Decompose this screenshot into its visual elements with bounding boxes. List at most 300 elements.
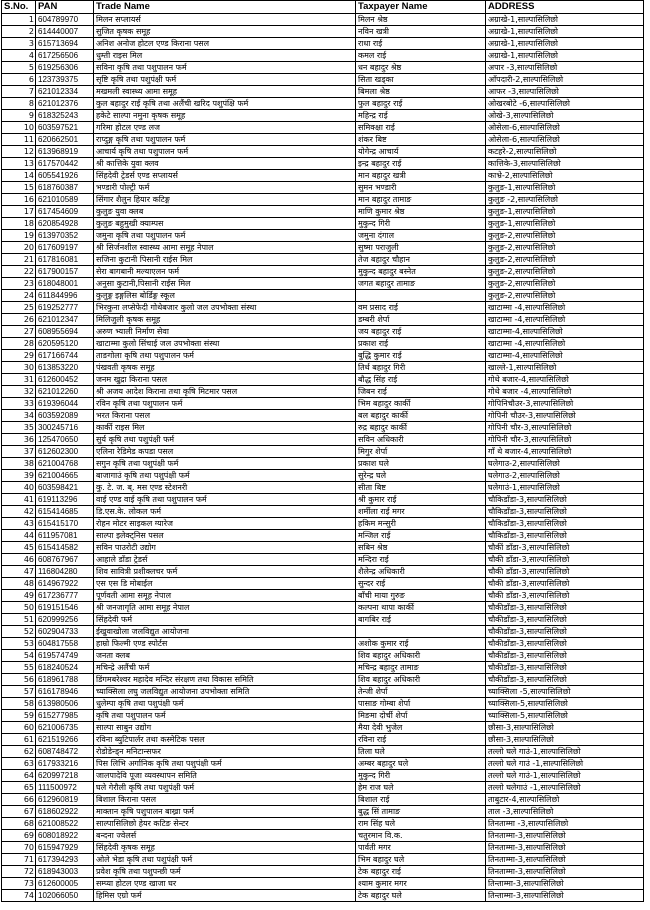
table-row xyxy=(2,506,644,518)
table-row xyxy=(2,62,644,74)
cell-trade-name: च्याक्सिला लघु जलविद्युत आयोजना उपभोक्ता समिति xyxy=(94,686,356,698)
cell-taxpayer-name: शिव बहादुर अधिकारी xyxy=(356,650,486,662)
cell-address: कुलुङ-2,साल्पासिलिछो xyxy=(486,266,644,278)
cell-sno: 65 xyxy=(2,782,36,794)
cell-taxpayer-name: मिङमा दोर्ची शेर्पा xyxy=(356,710,486,722)
cell-pan: 615713694 xyxy=(36,38,94,50)
cell-taxpayer-name: रुद्र बहादुर कार्की xyxy=(356,422,486,434)
cell-pan: 618760387 xyxy=(36,182,94,194)
cell-taxpayer-name xyxy=(356,626,486,638)
cell-address: चौकिडाँडा-3,साल्पासिलिछो xyxy=(486,530,644,542)
cell-taxpayer-name: सुमन भण्डारी xyxy=(356,182,486,194)
table-row xyxy=(2,698,644,710)
cell-taxpayer-name: महिन्द्र राई xyxy=(356,110,486,122)
table-row xyxy=(2,338,644,350)
cell-pan: 619113296 xyxy=(36,494,94,506)
cell-trade-name: कार्की राइस मिल xyxy=(94,422,356,434)
cell-address: खाटाम्मा -4,साल्पासिलिछो xyxy=(486,338,644,350)
cell-sno: 31 xyxy=(2,374,36,386)
cell-pan: 615947929 xyxy=(36,842,94,854)
cell-trade-name: हिमिस एग्रो फर्म xyxy=(94,890,356,902)
cell-trade-name: मखमली स्वास्थ्य आमा समूह xyxy=(94,86,356,98)
cell-sno: 28 xyxy=(2,338,36,350)
cell-pan: 617609197 xyxy=(36,242,94,254)
cell-address: कुलुङ-1,साल्पासिलिछो xyxy=(486,206,644,218)
cell-address: चौकीडाँडा-3,साल्पासिलिछो xyxy=(486,662,644,674)
cell-address: अपार -3,साल्पासिलिछो xyxy=(486,62,644,74)
cell-pan: 617933216 xyxy=(36,758,94,770)
cell-taxpayer-name: जिबन राई xyxy=(356,386,486,398)
cell-sno: 40 xyxy=(2,482,36,494)
cell-address: गोपिनी चौर-3,साल्पासिलिछो xyxy=(486,434,644,446)
cell-taxpayer-name: जमुना दंगाल xyxy=(356,230,486,242)
cell-taxpayer-name: अम्बर बहादुर घले xyxy=(356,758,486,770)
taxpayer-table xyxy=(1,0,644,902)
cell-trade-name: डि.एस.के. लोकल फर्म xyxy=(94,506,356,518)
table-row xyxy=(2,650,644,662)
cell-trade-name: घले गेरौली कृषि तथा पशुपंक्षी फर्म xyxy=(94,782,356,794)
cell-pan: 603597521 xyxy=(36,122,94,134)
cell-taxpayer-name: कल्पना थापा कार्की xyxy=(356,602,486,614)
cell-taxpayer-name: अशोक कुमार राई xyxy=(356,638,486,650)
cell-taxpayer-name: बुद्धि कुमार राई xyxy=(356,350,486,362)
table-row xyxy=(2,626,644,638)
table-row xyxy=(2,686,644,698)
cell-address: अग्राखे-1,साल्पासिलिछो xyxy=(486,50,644,62)
cell-trade-name: कुल बहादुर राई कृषि तथा अलैंची खरिद पशुपंक्षि फर्म xyxy=(94,98,356,110)
cell-trade-name: भरत किराना पसल xyxy=(94,410,356,422)
cell-taxpayer-name: पासाङ गोम्बा शेर्पा xyxy=(356,698,486,710)
cell-taxpayer-name: भिम बहादुर घले xyxy=(356,854,486,866)
cell-trade-name: श्री जनजागृति आमा समूह नेपाल xyxy=(94,602,356,614)
cell-address: च्याक्सिला-5,साल्पासिलिछो xyxy=(486,710,644,722)
cell-address: चौकीडाँडा-3,साल्पासिलिछो xyxy=(486,650,644,662)
table-row xyxy=(2,866,644,878)
cell-pan: 618325243 xyxy=(36,110,94,122)
table-row xyxy=(2,326,644,338)
cell-pan: 621012347 xyxy=(36,314,94,326)
cell-address: च्याक्सिला -5,साल्पासिलिछो xyxy=(486,686,644,698)
cell-pan: 603598421 xyxy=(36,482,94,494)
cell-pan: 618240524 xyxy=(36,662,94,674)
cell-pan: 102066050 xyxy=(36,890,94,902)
cell-taxpayer-name: जगत बहादुर तामाङ xyxy=(356,278,486,290)
table-row xyxy=(2,410,644,422)
table-row xyxy=(2,710,644,722)
cell-address: चौकीडाँडा-3,साल्पासिलिछो xyxy=(486,638,644,650)
cell-sno: 36 xyxy=(2,434,36,446)
cell-sno: 49 xyxy=(2,590,36,602)
cell-address: तिनताम्मा-3,साल्पासिलिछो xyxy=(486,830,644,842)
cell-sno: 18 xyxy=(2,218,36,230)
cell-pan: 619574749 xyxy=(36,650,94,662)
cell-trade-name: कृषि तथा पशुपालन फर्म xyxy=(94,710,356,722)
cell-pan: 300245716 xyxy=(36,422,94,434)
cell-taxpayer-name: मान बहादुर खत्री xyxy=(356,170,486,182)
table-row xyxy=(2,230,644,242)
cell-pan: 620854928 xyxy=(36,218,94,230)
cell-trade-name: भिरकुना लप्सेफेदी गोथेबजार कुलो जल उपभोक्ता संस्था xyxy=(94,302,356,314)
cell-trade-name: मचिन्द्रे अलैंची फर्म xyxy=(94,662,356,674)
cell-address: कुलुङ-1,साल्पासिलिछो xyxy=(486,182,644,194)
cell-pan: 603592089 xyxy=(36,410,94,422)
table-row xyxy=(2,362,644,374)
cell-trade-name: बिशाल किराना पसल xyxy=(94,794,356,806)
cell-address: गाँ थे बजार-4,साल्पासिलिछो xyxy=(486,446,644,458)
table-row xyxy=(2,122,644,134)
cell-taxpayer-name: नविन खत्री xyxy=(356,26,486,38)
cell-sno: 35 xyxy=(2,422,36,434)
cell-address: चौकीडाँडा-3,साल्पासिलिछो xyxy=(486,602,644,614)
cell-address: छौसा-3,साल्पासिलिछो xyxy=(486,722,644,734)
table-row xyxy=(2,830,644,842)
cell-sno: 24 xyxy=(2,290,36,302)
cell-sno: 45 xyxy=(2,542,36,554)
cell-sno: 73 xyxy=(2,878,36,890)
cell-pan: 621008522 xyxy=(36,818,94,830)
cell-sno: 2 xyxy=(2,26,36,38)
cell-trade-name: ताङगोला कृषि तथा पशुपालन फर्म xyxy=(94,350,356,362)
cell-sno: 6 xyxy=(2,74,36,86)
cell-pan: 605541926 xyxy=(36,170,94,182)
header-address: ADDRESS xyxy=(486,1,644,14)
cell-pan: 111500972 xyxy=(36,782,94,794)
table-row xyxy=(2,314,644,326)
table-row xyxy=(2,302,644,314)
cell-pan: 621012334 xyxy=(36,86,94,98)
table-row xyxy=(2,398,644,410)
table-row xyxy=(2,794,644,806)
cell-sno: 62 xyxy=(2,746,36,758)
cell-address: तिनताम्मा-3,साल्पासिलिछो xyxy=(486,842,644,854)
cell-address: चौकी डाँडा-3,साल्पासिलिछो xyxy=(486,578,644,590)
cell-address: तिन्ताम्मा-3,साल्पासिलिछो xyxy=(486,890,644,902)
cell-pan: 617166744 xyxy=(36,350,94,362)
table-row xyxy=(2,290,644,302)
table-row xyxy=(2,854,644,866)
taxpayer-sheet xyxy=(1,0,644,902)
cell-taxpayer-name: वम प्रसाद राई xyxy=(356,302,486,314)
cell-trade-name: पंखवती कृषक समूह xyxy=(94,362,356,374)
cell-pan: 620662501 xyxy=(36,134,94,146)
cell-address: गोथे बजार -4,साल्पासिलिछो xyxy=(486,386,644,398)
cell-pan: 615414685 xyxy=(36,506,94,518)
cell-taxpayer-name: रविना राई xyxy=(356,734,486,746)
cell-address: अग्राखे-1,साल्पासिलिछो xyxy=(486,26,644,38)
cell-sno: 22 xyxy=(2,266,36,278)
cell-sno: 41 xyxy=(2,494,36,506)
cell-taxpayer-name: शैलेन्द्र अधिकारी xyxy=(356,566,486,578)
cell-trade-name: ईखुवाखोला जलविद्युत आयोजना xyxy=(94,626,356,638)
cell-address: तल्लो घलेगाउं -1,साल्पासिलिछो xyxy=(486,782,644,794)
cell-trade-name: धुलेम्पा कृषि तथा पशुपंक्षी फर्म xyxy=(94,698,356,710)
cell-pan: 618048001 xyxy=(36,278,94,290)
cell-address: चौकिडाँडा-3,साल्पासिलिछो xyxy=(486,518,644,530)
table-row xyxy=(2,350,644,362)
cell-address: गोपिनी चौर-3,साल्पासिलिछो xyxy=(486,422,644,434)
cell-pan: 615414582 xyxy=(36,542,94,554)
cell-address: तिनताम्मा-3,साल्पासिलिछो xyxy=(486,866,644,878)
cell-trade-name: प्रवेश कृषि तथा पशुपन्छी फर्म xyxy=(94,866,356,878)
cell-taxpayer-name: सबिन श्रेष्ठ xyxy=(356,542,486,554)
table-row xyxy=(2,26,644,38)
cell-sno: 66 xyxy=(2,794,36,806)
cell-sno: 19 xyxy=(2,230,36,242)
cell-sno: 50 xyxy=(2,602,36,614)
cell-pan: 617570442 xyxy=(36,158,94,170)
cell-pan: 621012260 xyxy=(36,386,94,398)
cell-taxpayer-name: सीता बिष्ट xyxy=(356,482,486,494)
cell-taxpayer-name: मुकुन्द गिरी xyxy=(356,218,486,230)
cell-taxpayer-name xyxy=(356,290,486,302)
cell-pan: 608955694 xyxy=(36,326,94,338)
cell-sno: 70 xyxy=(2,842,36,854)
cell-pan: 619256306 xyxy=(36,62,94,74)
cell-address: चौकीडाँडा-3,साल्पासिलिछो xyxy=(486,674,644,686)
cell-pan: 608767967 xyxy=(36,554,94,566)
cell-pan: 621012376 xyxy=(36,98,94,110)
table-row xyxy=(2,818,644,830)
cell-trade-name: कुलुङ्ग इङ्गलिस बोर्डिङ्ग स्कूल xyxy=(94,290,356,302)
cell-address: खाल्ले-1,साल्पासिलिछो xyxy=(486,362,644,374)
cell-trade-name: राप्दुङ्ग कृषि तथा पशुपालन फर्म xyxy=(94,134,356,146)
cell-trade-name: जालपादेवि पूजा व्यवस्थापन समिति xyxy=(94,770,356,782)
cell-trade-name: सिंहदेवी फर्म xyxy=(94,614,356,626)
cell-pan: 612602300 xyxy=(36,446,94,458)
cell-sno: 53 xyxy=(2,638,36,650)
cell-pan: 619252777 xyxy=(36,302,94,314)
cell-trade-name: जनता क्लब xyxy=(94,650,356,662)
cell-taxpayer-name: बिमला श्रेष्ठ xyxy=(356,86,486,98)
cell-sno: 25 xyxy=(2,302,36,314)
cell-trade-name: रविना ब्युटिपार्लर तथा कस्मेटिक पसल xyxy=(94,734,356,746)
cell-pan: 602904733 xyxy=(36,626,94,638)
cell-taxpayer-name: श्याम कुमार मगर xyxy=(356,878,486,890)
cell-address: गोपिनी चौउर-3,साल्पासिलिछो xyxy=(486,410,644,422)
cell-pan: 604817558 xyxy=(36,638,94,650)
cell-trade-name: आहाले डाँडा ट्रेडर्स xyxy=(94,554,356,566)
table-row xyxy=(2,542,644,554)
cell-pan: 620999256 xyxy=(36,614,94,626)
cell-address: ओखरबोटे -6,साल्पासिलिछो xyxy=(486,98,644,110)
cell-trade-name: वाई एण्ड वाई कृषि तथा पशुपालन फर्म xyxy=(94,494,356,506)
cell-address: कुलुङ-2,साल्पासिलिछो xyxy=(486,230,644,242)
cell-trade-name: श्री कात्तिके युवा क्लव xyxy=(94,158,356,170)
cell-taxpayer-name: बागबिर राई xyxy=(356,614,486,626)
cell-pan: 612960819 xyxy=(36,794,94,806)
cell-trade-name: सविन पाउरोटी उद्योग xyxy=(94,542,356,554)
table-row xyxy=(2,206,644,218)
cell-taxpayer-name: प्रकाश घले xyxy=(356,458,486,470)
cell-address: खाटाम्मा-4,साल्पासिलिछो xyxy=(486,326,644,338)
cell-trade-name: सिंहदेवी ट्रेडर्स एण्ड सप्लायर्स xyxy=(94,170,356,182)
cell-taxpayer-name: तेन्जी शेर्पा xyxy=(356,686,486,698)
cell-taxpayer-name: सविन अधिकारी xyxy=(356,434,486,446)
cell-sno: 43 xyxy=(2,518,36,530)
cell-pan: 617394293 xyxy=(36,854,94,866)
cell-address: तल्लो घले गाउं-1,साल्पासिलिछो xyxy=(486,770,644,782)
cell-address: चौकीडाँडा-3,साल्पासिलिछो xyxy=(486,626,644,638)
cell-trade-name: सिंहदेवी कृषक समूह xyxy=(94,842,356,854)
cell-address: गोपिनिचौउर-3,साल्पासिलिछो xyxy=(486,398,644,410)
cell-pan: 611957081 xyxy=(36,530,94,542)
table-row xyxy=(2,482,644,494)
table-body xyxy=(2,14,644,902)
cell-sno: 38 xyxy=(2,458,36,470)
cell-sno: 44 xyxy=(2,530,36,542)
cell-pan: 608018922 xyxy=(36,830,94,842)
table-row xyxy=(2,602,644,614)
cell-trade-name: साल्पासिलिछो हेयर कटिङ सेन्टर xyxy=(94,818,356,830)
table-row xyxy=(2,74,644,86)
cell-sno: 34 xyxy=(2,410,36,422)
header-pan: PAN xyxy=(36,1,94,14)
cell-taxpayer-name: मिलन श्रेष्ठ xyxy=(356,14,486,26)
cell-taxpayer-name: समिक्क्षा राई xyxy=(356,122,486,134)
cell-taxpayer-name: कमल राई xyxy=(356,50,486,62)
cell-address: कुलुङ-1,साल्पासिलिछो xyxy=(486,218,644,230)
cell-trade-name: साल्पा इलेक्ट्निस पसल xyxy=(94,530,356,542)
cell-address: कुलुङ-2,साल्पासिलिछो xyxy=(486,254,644,266)
cell-trade-name: भण्डारी पोल्ट्री फर्म xyxy=(94,182,356,194)
cell-address: ओसेला-6,साल्पासिलिछो xyxy=(486,134,644,146)
cell-taxpayer-name: भिम बहादुर कार्की xyxy=(356,398,486,410)
cell-sno: 55 xyxy=(2,662,36,674)
cell-trade-name: अरुण भ्याली निर्माण सेवा xyxy=(94,326,356,338)
cell-sno: 26 xyxy=(2,314,36,326)
cell-address: छौसा-3,साल्पासिलिछो xyxy=(486,734,644,746)
cell-pan: 604789970 xyxy=(36,14,94,26)
cell-pan: 612600005 xyxy=(36,878,94,890)
cell-address: कुलुङ-2,साल्पासिलिछो xyxy=(486,242,644,254)
cell-taxpayer-name: फुल बहादुर राई xyxy=(356,98,486,110)
table-row xyxy=(2,110,644,122)
cell-taxpayer-name: बाँची माया गुरुङ xyxy=(356,590,486,602)
cell-taxpayer-name: मचिन्द्र बहादुर तामाङ xyxy=(356,662,486,674)
table-row xyxy=(2,782,644,794)
cell-sno: 54 xyxy=(2,650,36,662)
cell-trade-name: धुम्ती राइस मिल xyxy=(94,50,356,62)
cell-sno: 7 xyxy=(2,86,36,98)
header-trade-name: Trade Name xyxy=(94,1,356,14)
cell-address: ओखे-3,साल्पासिलिछो xyxy=(486,110,644,122)
table-row xyxy=(2,674,644,686)
cell-trade-name: श्री अजय आदेश किराना तथा कृषि मिटमार पसल xyxy=(94,386,356,398)
cell-pan: 619396044 xyxy=(36,398,94,410)
cell-taxpayer-name: शिव बहादुर अधिकारी xyxy=(356,674,486,686)
cell-pan: 123739375 xyxy=(36,74,94,86)
cell-taxpayer-name: धन बहादुर श्रेष्ठ xyxy=(356,62,486,74)
table-row xyxy=(2,770,644,782)
cell-address: तिनताम्मा-3,साल्पासिलिछो xyxy=(486,854,644,866)
cell-taxpayer-name: टेक बहादुर राई xyxy=(356,866,486,878)
cell-address: चौकिडाँडा-3,साल्पासिलिछो xyxy=(486,494,644,506)
cell-trade-name: पूर्णवती आमा समूह नेपाल xyxy=(94,590,356,602)
table-row xyxy=(2,722,644,734)
cell-sno: 5 xyxy=(2,62,36,74)
cell-sno: 27 xyxy=(2,326,36,338)
cell-pan: 611844996 xyxy=(36,290,94,302)
table-row xyxy=(2,470,644,482)
table-row xyxy=(2,746,644,758)
cell-taxpayer-name: राधा राई xyxy=(356,38,486,50)
cell-trade-name: रोडोडेन्ड्न मनिटान्सफर xyxy=(94,746,356,758)
cell-trade-name: सगुन कृषि तथा पशुपंक्षी फर्म xyxy=(94,458,356,470)
header-taxpayer-name: Taxpayer Name xyxy=(356,1,486,14)
cell-taxpayer-name: बुद्ध सिं तामाङ xyxy=(356,806,486,818)
cell-sno: 12 xyxy=(2,146,36,158)
table-row xyxy=(2,458,644,470)
table-row xyxy=(2,14,644,26)
cell-pan: 615415170 xyxy=(36,518,94,530)
cell-sno: 60 xyxy=(2,722,36,734)
cell-taxpayer-name: श्री कुमार राई xyxy=(356,494,486,506)
cell-address: चौकी डाँडा-3,साल्पासिलिछो xyxy=(486,554,644,566)
cell-sno: 39 xyxy=(2,470,36,482)
cell-address: घलेगाउ-2,साल्पासिलिछो xyxy=(486,470,644,482)
cell-address: चौकिडाँडा-3,साल्पासिलिछो xyxy=(486,506,644,518)
cell-address: चौकीं डाँडा-3,साल्पासिलिछो xyxy=(486,542,644,554)
cell-trade-name: मिलिजुली कृषक समूह xyxy=(94,314,356,326)
cell-taxpayer-name: मन्दिरा राई xyxy=(356,554,486,566)
cell-taxpayer-name: चतुरमान वि.क. xyxy=(356,830,486,842)
table-row xyxy=(2,38,644,50)
table-row xyxy=(2,446,644,458)
cell-address: ताल -3,साल्पासिलिछो xyxy=(486,806,644,818)
cell-pan: 621004665 xyxy=(36,470,94,482)
cell-taxpayer-name: तेज बहादुर चौहान xyxy=(356,254,486,266)
cell-sno: 23 xyxy=(2,278,36,290)
table-row xyxy=(2,254,644,266)
cell-pan: 116804280 xyxy=(36,566,94,578)
cell-sno: 48 xyxy=(2,578,36,590)
cell-address: कुलुङ-2,साल्पासिलिछो xyxy=(486,278,644,290)
cell-address: आँपदारी-2,साल्पासिलिछो xyxy=(486,74,644,86)
cell-taxpayer-name: पार्वती मगर xyxy=(356,842,486,854)
cell-sno: 13 xyxy=(2,158,36,170)
cell-sno: 47 xyxy=(2,566,36,578)
cell-pan: 613970352 xyxy=(36,230,94,242)
cell-address: खाटाम्मा-4,साल्पासिलिछो xyxy=(486,350,644,362)
cell-trade-name: अनिश अनोज होटल एण्ड किराना पसल xyxy=(94,38,356,50)
cell-sno: 20 xyxy=(2,242,36,254)
cell-taxpayer-name: तिर्थ बहादुर गिरी xyxy=(356,362,486,374)
cell-sno: 57 xyxy=(2,686,36,698)
cell-pan: 621006735 xyxy=(36,722,94,734)
cell-address: तल्लो घले गाउं -1,साल्पासिलिछो xyxy=(486,758,644,770)
cell-pan: 620595120 xyxy=(36,338,94,350)
cell-pan: 618943003 xyxy=(36,866,94,878)
cell-sno: 56 xyxy=(2,674,36,686)
cell-sno: 3 xyxy=(2,38,36,50)
cell-address: तिन्ताम्मा-3,साल्पासिलिछो xyxy=(486,878,644,890)
cell-sno: 37 xyxy=(2,446,36,458)
cell-pan: 618961788 xyxy=(36,674,94,686)
cell-address: कटहरे-2,साल्पासिलिछो xyxy=(486,146,644,158)
table-row xyxy=(2,806,644,818)
cell-pan: 621004768 xyxy=(36,458,94,470)
cell-sno: 63 xyxy=(2,758,36,770)
table-row xyxy=(2,614,644,626)
cell-trade-name: जमुना कृषि तथा पशुपालन फर्म xyxy=(94,230,356,242)
cell-address: घलेगाउं-1,साल्पासिलिछो xyxy=(486,482,644,494)
table-row xyxy=(2,590,644,602)
header-row xyxy=(2,1,644,14)
cell-pan: 617816081 xyxy=(36,254,94,266)
cell-address: च्याक्सिला-5,साल्पासिलिछो xyxy=(486,698,644,710)
table-row xyxy=(2,518,644,530)
cell-sno: 21 xyxy=(2,254,36,266)
